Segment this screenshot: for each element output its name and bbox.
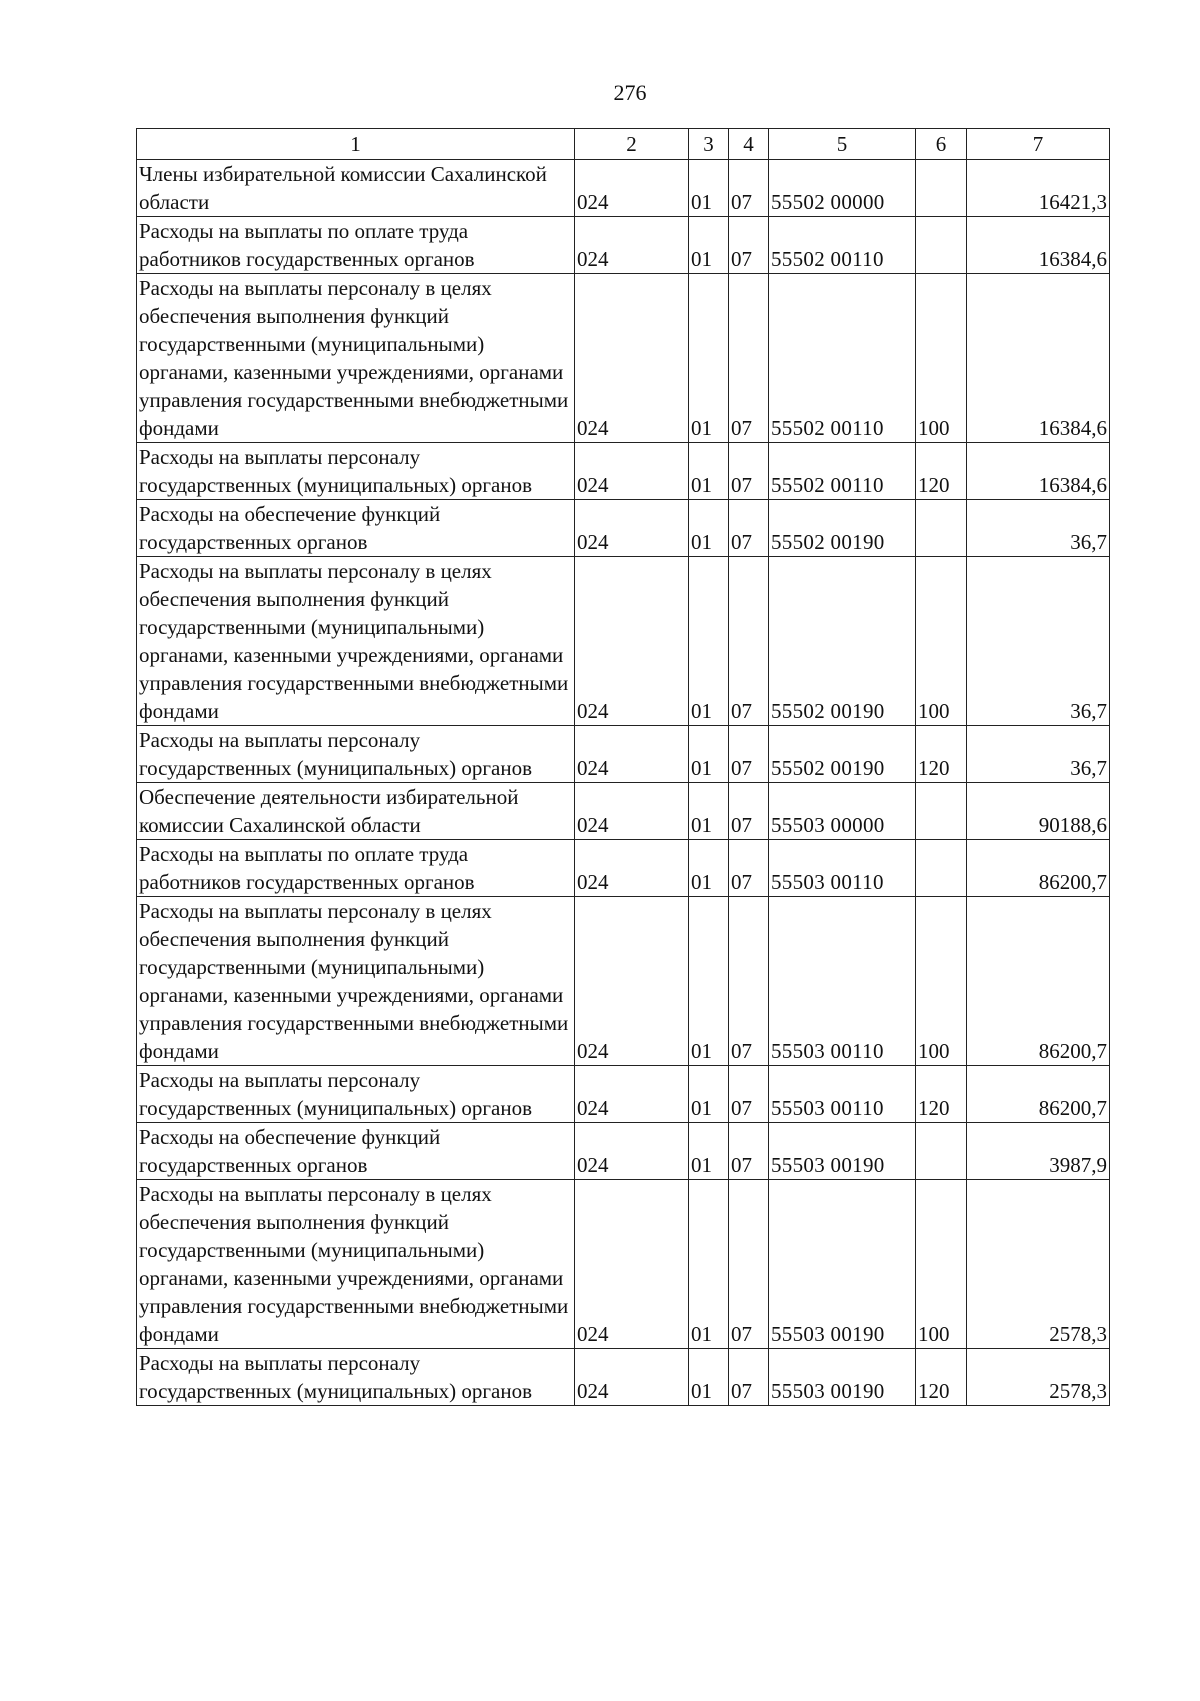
row-name: Расходы на обеспечение функций государственных органов xyxy=(137,1123,575,1180)
row-admin-code: 024 xyxy=(575,1349,689,1406)
header-row xyxy=(137,129,1110,160)
row-name: Расходы на выплаты персоналу в целях обеспечения выполнения функций государственными (муниципальными) органами, казенными учреждениями, органами управления государственными внебюджетными фондами xyxy=(137,1180,575,1349)
row-expense-type xyxy=(916,1123,967,1180)
row-name: Расходы на выплаты персоналу в целях обеспечения выполнения функций государственными (муниципальными) органами, казенными учреждениями, органами управления государственными внебюджетными фондами xyxy=(137,897,575,1066)
row-section-code: 01 xyxy=(689,557,729,726)
row-admin-code: 024 xyxy=(575,160,689,217)
row-name: Расходы на выплаты персоналу государственных (муниципальных) органов xyxy=(137,1066,575,1123)
row-amount: 16384,6 xyxy=(967,274,1110,443)
row-amount: 86200,7 xyxy=(967,897,1110,1066)
row-section-code: 01 xyxy=(689,1123,729,1180)
row-subsection-code: 07 xyxy=(729,1349,769,1406)
row-expense-type: 100 xyxy=(916,897,967,1066)
row-subsection-code: 07 xyxy=(729,1066,769,1123)
row-target-article: 55502 00190 xyxy=(769,500,916,557)
header-col-7: 7 xyxy=(967,129,1110,160)
header-col-6: 6 xyxy=(916,129,967,160)
row-amount: 86200,7 xyxy=(967,1066,1110,1123)
table-row xyxy=(137,1066,1110,1123)
row-amount: 36,7 xyxy=(967,726,1110,783)
row-amount: 36,7 xyxy=(967,500,1110,557)
row-target-article: 55503 00110 xyxy=(769,897,916,1066)
row-section-code: 01 xyxy=(689,840,729,897)
row-subsection-code: 07 xyxy=(729,217,769,274)
row-target-article: 55502 00190 xyxy=(769,726,916,783)
table-row xyxy=(137,160,1110,217)
table-body xyxy=(137,160,1110,1406)
row-amount: 16384,6 xyxy=(967,217,1110,274)
row-admin-code: 024 xyxy=(575,783,689,840)
row-expense-type xyxy=(916,840,967,897)
row-subsection-code: 07 xyxy=(729,160,769,217)
row-admin-code: 024 xyxy=(575,557,689,726)
page-number: 276 xyxy=(613,80,647,105)
row-subsection-code: 07 xyxy=(729,1123,769,1180)
row-admin-code: 024 xyxy=(575,217,689,274)
row-section-code: 01 xyxy=(689,443,729,500)
row-admin-code: 024 xyxy=(575,840,689,897)
row-section-code: 01 xyxy=(689,897,729,1066)
row-target-article: 55502 00110 xyxy=(769,274,916,443)
row-target-article: 55503 00110 xyxy=(769,1066,916,1123)
row-admin-code: 024 xyxy=(575,726,689,783)
row-expense-type xyxy=(916,783,967,840)
row-subsection-code: 07 xyxy=(729,274,769,443)
row-section-code: 01 xyxy=(689,1066,729,1123)
header-col-5: 5 xyxy=(769,129,916,160)
row-admin-code: 024 xyxy=(575,897,689,1066)
row-amount: 36,7 xyxy=(967,557,1110,726)
row-expense-type xyxy=(916,217,967,274)
row-amount: 86200,7 xyxy=(967,840,1110,897)
row-subsection-code: 07 xyxy=(729,1180,769,1349)
row-target-article: 55503 00000 xyxy=(769,783,916,840)
row-admin-code: 024 xyxy=(575,1180,689,1349)
table-header xyxy=(137,129,1110,160)
row-name: Расходы на выплаты персоналу государственных (муниципальных) органов xyxy=(137,443,575,500)
table-row xyxy=(137,500,1110,557)
table-row xyxy=(137,1180,1110,1349)
row-expense-type xyxy=(916,500,967,557)
row-name: Обеспечение деятельности избирательной комиссии Сахалинской области xyxy=(137,783,575,840)
row-name: Расходы на выплаты персоналу в целях обеспечения выполнения функций государственными (муниципальными) органами, казенными учреждениями, органами управления государственными внебюджетными фондами xyxy=(137,557,575,726)
row-expense-type: 120 xyxy=(916,1349,967,1406)
header-col-3: 3 xyxy=(689,129,729,160)
row-subsection-code: 07 xyxy=(729,840,769,897)
row-subsection-code: 07 xyxy=(729,500,769,557)
row-name: Расходы на выплаты персоналу в целях обеспечения выполнения функций государственными (муниципальными) органами, казенными учреждениями, органами управления государственными внебюджетными фондами xyxy=(137,274,575,443)
table-row xyxy=(137,726,1110,783)
row-section-code: 01 xyxy=(689,1180,729,1349)
row-name: Члены избирательной комиссии Сахалинской области xyxy=(137,160,575,217)
row-target-article: 55502 00190 xyxy=(769,557,916,726)
row-subsection-code: 07 xyxy=(729,443,769,500)
row-admin-code: 024 xyxy=(575,443,689,500)
row-admin-code: 024 xyxy=(575,1123,689,1180)
row-amount: 16421,3 xyxy=(967,160,1110,217)
table-row xyxy=(137,274,1110,443)
table-row xyxy=(137,557,1110,726)
row-subsection-code: 07 xyxy=(729,726,769,783)
header-col-4: 4 xyxy=(729,129,769,160)
row-amount: 2578,3 xyxy=(967,1180,1110,1349)
row-admin-code: 024 xyxy=(575,500,689,557)
row-expense-type xyxy=(916,160,967,217)
row-section-code: 01 xyxy=(689,274,729,443)
table-row xyxy=(137,443,1110,500)
header-col-1: 1 xyxy=(137,129,575,160)
row-admin-code: 024 xyxy=(575,274,689,443)
table-row xyxy=(137,783,1110,840)
row-subsection-code: 07 xyxy=(729,783,769,840)
row-section-code: 01 xyxy=(689,217,729,274)
row-amount: 3987,9 xyxy=(967,1123,1110,1180)
row-target-article: 55503 00190 xyxy=(769,1349,916,1406)
row-amount: 16384,6 xyxy=(967,443,1110,500)
row-section-code: 01 xyxy=(689,500,729,557)
row-name: Расходы на обеспечение функций государственных органов xyxy=(137,500,575,557)
row-name: Расходы на выплаты по оплате труда работников государственных органов xyxy=(137,840,575,897)
row-expense-type: 100 xyxy=(916,1180,967,1349)
row-subsection-code: 07 xyxy=(729,557,769,726)
row-section-code: 01 xyxy=(689,1349,729,1406)
table-row xyxy=(137,1349,1110,1406)
row-subsection-code: 07 xyxy=(729,897,769,1066)
row-section-code: 01 xyxy=(689,783,729,840)
row-expense-type: 100 xyxy=(916,557,967,726)
row-target-article: 55503 00110 xyxy=(769,840,916,897)
row-admin-code: 024 xyxy=(575,1066,689,1123)
table-row xyxy=(137,217,1110,274)
row-section-code: 01 xyxy=(689,726,729,783)
table-row xyxy=(137,1123,1110,1180)
row-section-code: 01 xyxy=(689,160,729,217)
table-row xyxy=(137,840,1110,897)
row-amount: 90188,6 xyxy=(967,783,1110,840)
row-target-article: 55502 00110 xyxy=(769,443,916,500)
row-name: Расходы на выплаты персоналу государственных (муниципальных) органов xyxy=(137,1349,575,1406)
row-target-article: 55502 00000 xyxy=(769,160,916,217)
row-expense-type: 120 xyxy=(916,726,967,783)
row-expense-type: 120 xyxy=(916,1066,967,1123)
row-name: Расходы на выплаты по оплате труда работников государственных органов xyxy=(137,217,575,274)
table-row xyxy=(137,897,1110,1066)
header-col-2: 2 xyxy=(575,129,689,160)
row-expense-type: 100 xyxy=(916,274,967,443)
row-name: Расходы на выплаты персоналу государственных (муниципальных) органов xyxy=(137,726,575,783)
row-target-article: 55503 00190 xyxy=(769,1180,916,1349)
row-amount: 2578,3 xyxy=(967,1349,1110,1406)
row-target-article: 55503 00190 xyxy=(769,1123,916,1180)
row-expense-type: 120 xyxy=(916,443,967,500)
budget-table xyxy=(136,128,1110,1406)
row-target-article: 55502 00110 xyxy=(769,217,916,274)
